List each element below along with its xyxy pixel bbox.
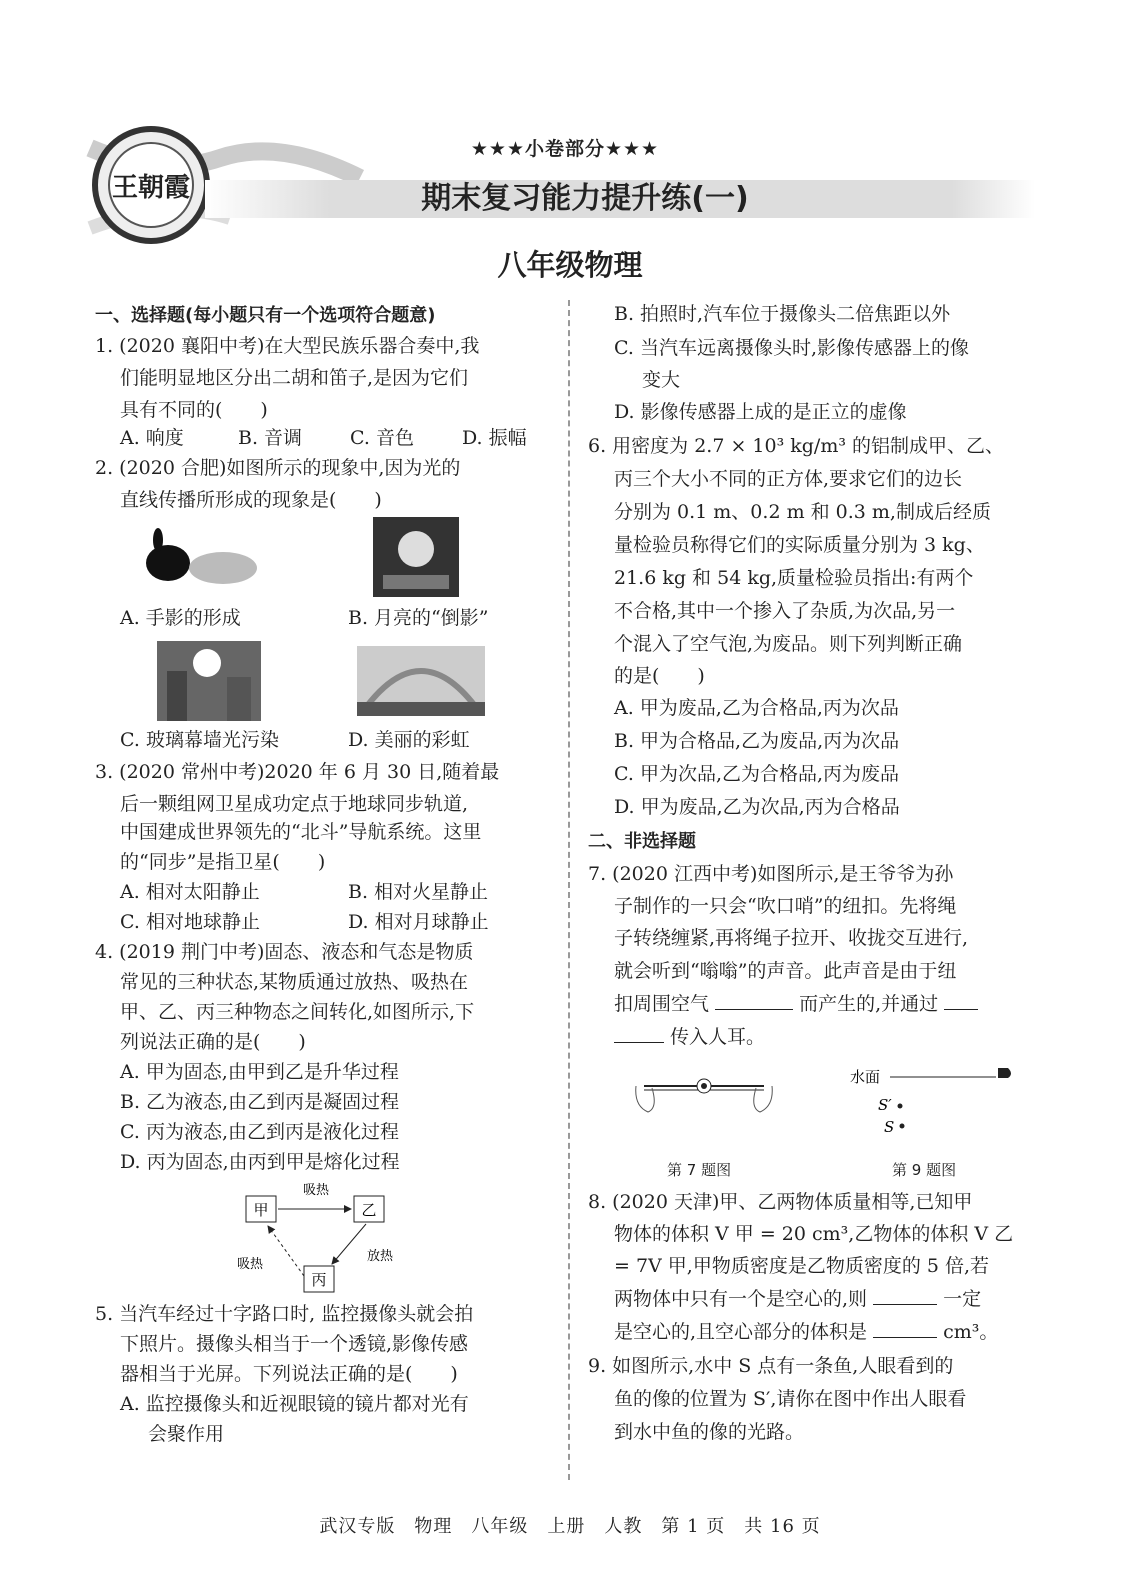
q8-line: 物体的体积 V 甲 = 20 cm³,乙物体的体积 V 乙 — [614, 1223, 1014, 1245]
q8-blank-2[interactable] — [873, 1336, 937, 1338]
q8-line — [614, 1283, 981, 1315]
q8-line: = 7V 甲,甲物质密度是乙物质密度的 5 倍,若 — [614, 1255, 990, 1277]
q7-line — [614, 1021, 765, 1053]
q4-option-a: A. 甲为固态,由甲到乙是升华过程 — [120, 1061, 399, 1083]
page-title: 期末复习能力提升练(一) — [421, 181, 749, 216]
q3-option-c: C. 相对地球静止 — [120, 911, 260, 933]
q8-text: cm³。 — [943, 1321, 999, 1343]
q3-line: 的“同步”是指卫星( ) — [120, 851, 326, 873]
q4-line: 甲、乙、丙三种物态之间转化,如图所示,下 — [120, 1001, 475, 1023]
q2-option-d: D. 美丽的彩虹 — [348, 729, 470, 751]
section-heading-1: 一、选择题(每小题只有一个选项符合题意) — [95, 305, 436, 326]
q4-line: 常见的三种状态,某物质通过放热、吸热在 — [120, 971, 469, 993]
q6-line: 个混入了空气泡,为废品。则下列判断正确 — [614, 633, 963, 655]
q6-option-c: C. 甲为次品,乙为合格品,丙为废品 — [614, 763, 900, 785]
q7-line: 7. (2020 江西中考)如图所示,是王爷爷为孙 — [588, 863, 954, 885]
button-whistle-figure — [634, 1068, 774, 1118]
q5-option-c: C. 当汽车远离摄像头时,影像传感器上的像 — [614, 337, 969, 359]
q8-text: 是空心的,且空心部分的体积是 — [614, 1321, 868, 1343]
fig7-caption: 第 7 题图 — [667, 1161, 732, 1179]
state-yi: 乙 — [361, 1201, 377, 1219]
fish-refraction-figure — [848, 1060, 1018, 1140]
q1-line: 具有不同的( ) — [120, 399, 268, 421]
q2-option-c: C. 玻璃幕墙光污染 — [120, 729, 279, 751]
q3-option-a: A. 相对太阳静止 — [120, 881, 260, 903]
q9-line: 到水中鱼的像的光路。 — [614, 1421, 805, 1443]
q9-line: 鱼的像的位置为 S′,请你在图中作出人眼看 — [614, 1388, 967, 1410]
q7-text: 传入人耳。 — [670, 1026, 766, 1048]
q6-line: 的是( ) — [614, 665, 705, 687]
state-change-diagram — [228, 1178, 398, 1296]
q2-option-a: A. 手影的形成 — [120, 607, 241, 629]
q3-option-d: D. 相对月球静止 — [348, 911, 489, 933]
q5-line: 5. 当汽车经过十字路口时, 监控摄像头就会拍 — [95, 1303, 474, 1325]
publisher-logo — [92, 126, 210, 244]
q5-option-d: D. 影像传感器上成的是正立的虚像 — [614, 401, 907, 423]
q4-option-d: D. 丙为固态,由丙到甲是熔化过程 — [120, 1151, 400, 1173]
q6-line: 丙三个大小不同的正方体,要求它们的边长 — [614, 468, 963, 490]
state-bing: 丙 — [311, 1271, 327, 1289]
q5-line: 器相当于光屏。下列说法正确的是( ) — [120, 1363, 458, 1385]
q1-line: 1. (2020 襄阳中考)在大型民族乐器合奏中,我 — [95, 335, 480, 357]
q5-option-a-cont: 会聚作用 — [148, 1423, 225, 1445]
q6-line: 量检验员称得它们的实际质量分别为 3 kg、 — [614, 534, 985, 556]
label-absorb-left: 吸热 — [236, 1257, 264, 1272]
q1-line: 们能明显地区分出二胡和笛子,是因为它们 — [120, 367, 469, 389]
q6-option-b: B. 甲为合格品,乙为废品,丙为次品 — [614, 730, 900, 752]
q4-line: 列说法正确的是( ) — [120, 1031, 306, 1053]
section-heading-2: 二、非选择题 — [588, 831, 696, 852]
column-divider — [568, 300, 570, 1480]
q7-line: 子制作的一只会“吹口哨”的纽扣。先将绳 — [614, 895, 957, 917]
q8-text: 两物体中只有一个是空心的,则 — [614, 1288, 868, 1310]
q2-line: 直线传播所形成的现象是( ) — [120, 489, 382, 511]
q4-option-b: B. 乙为液态,由乙到丙是凝固过程 — [120, 1091, 400, 1113]
q1-option-b: B. 音调 — [238, 427, 303, 449]
q3-option-b: B. 相对火星静止 — [348, 881, 489, 903]
q8-text: 一定 — [943, 1288, 982, 1310]
rainbow-image — [357, 646, 485, 716]
q7-line: 就会听到“嗡嗡”的声音。此声音是由于纽 — [614, 960, 957, 982]
hand-shadow-image — [138, 518, 258, 596]
q8-line: 8. (2020 天津)甲、乙两物体质量相等,已知甲 — [588, 1191, 973, 1213]
q5-option-c-cont: 变大 — [642, 369, 681, 391]
q7-line — [614, 988, 978, 1020]
label-release: 放热 — [366, 1249, 394, 1264]
q3-line: 中国建成世界领先的“北斗”导航系统。这里 — [120, 821, 482, 843]
q2-line: 2. (2020 合肥)如图所示的现象中,因为光的 — [95, 457, 461, 479]
q5-option-b: B. 拍照时,汽车位于摄像头二倍焦距以外 — [614, 303, 951, 325]
page-footer: 武汉专版 物理 八年级 上册 人教 第 1 页 共 16 页 — [319, 1516, 821, 1537]
q8-blank-1[interactable] — [873, 1303, 937, 1305]
q6-line: 6. 用密度为 2.7 × 10³ kg/m³ 的铝制成甲、乙、 — [588, 435, 1005, 457]
q3-line: 3. (2020 常州中考)2020 年 6 月 30 日,随着最 — [95, 761, 500, 783]
q7-blank-2[interactable] — [944, 1008, 978, 1010]
eye-icon — [998, 1068, 1011, 1078]
q6-option-a: A. 甲为废品,乙为合格品,丙为次品 — [614, 697, 899, 719]
glass-wall-image — [157, 641, 261, 721]
q6-option-d: D. 甲为废品,乙为次品,丙为合格品 — [614, 796, 900, 818]
q2-option-b: B. 月亮的“倒影” — [348, 607, 489, 629]
q6-line: 21.6 kg 和 54 kg,质量检验员指出:有两个 — [614, 567, 974, 589]
q6-line: 分别为 0.1 m、0.2 m 和 0.3 m,制成后经质 — [614, 501, 991, 523]
water-surface-label: 水面 — [850, 1068, 881, 1086]
q7-text: 而产生的,并通过 — [799, 993, 939, 1015]
image-point-label: S′ — [878, 1096, 892, 1114]
subject-title: 八年级物理 — [497, 248, 643, 282]
moon-reflection-image — [373, 517, 459, 597]
q9-line: 9. 如图所示,水中 S 点有一条鱼,人眼看到的 — [588, 1355, 954, 1377]
q1-option-a: A. 响度 — [120, 427, 184, 449]
q5-option-a: A. 监控摄像头和近视眼镜的镜片都对光有 — [120, 1393, 469, 1415]
q7-blank-1[interactable] — [715, 1008, 793, 1010]
q7-line: 子转绕缠紧,再将绳子拉开、收拢交互进行, — [614, 927, 969, 949]
q4-line: 4. (2019 荆门中考)固态、液态和气态是物质 — [95, 941, 474, 963]
section-label: ★★★小卷部分★★★ — [470, 138, 660, 160]
logo-text: 王朝霞 — [108, 142, 194, 228]
fig9-caption: 第 9 题图 — [892, 1161, 957, 1179]
q4-option-c: C. 丙为液态,由乙到丙是液化过程 — [120, 1121, 399, 1143]
q6-line: 不合格,其中一个掺入了杂质,为次品,另一 — [614, 600, 956, 622]
label-absorb-top: 吸热 — [302, 1183, 330, 1198]
q7-blank-2-cont[interactable] — [614, 1041, 664, 1043]
q1-option-d: D. 振幅 — [462, 427, 527, 449]
q7-text: 扣周围空气 — [614, 993, 710, 1015]
q3-line: 后一颗组网卫星成功定点于地球同步轨道, — [120, 793, 469, 815]
fish-point-label: S — [884, 1118, 895, 1136]
q1-option-c: C. 音色 — [350, 427, 414, 449]
q8-line — [614, 1316, 998, 1348]
q5-line: 下照片。摄像头相当于一个透镜,影像传感 — [120, 1333, 469, 1355]
state-jia: 甲 — [253, 1201, 269, 1219]
